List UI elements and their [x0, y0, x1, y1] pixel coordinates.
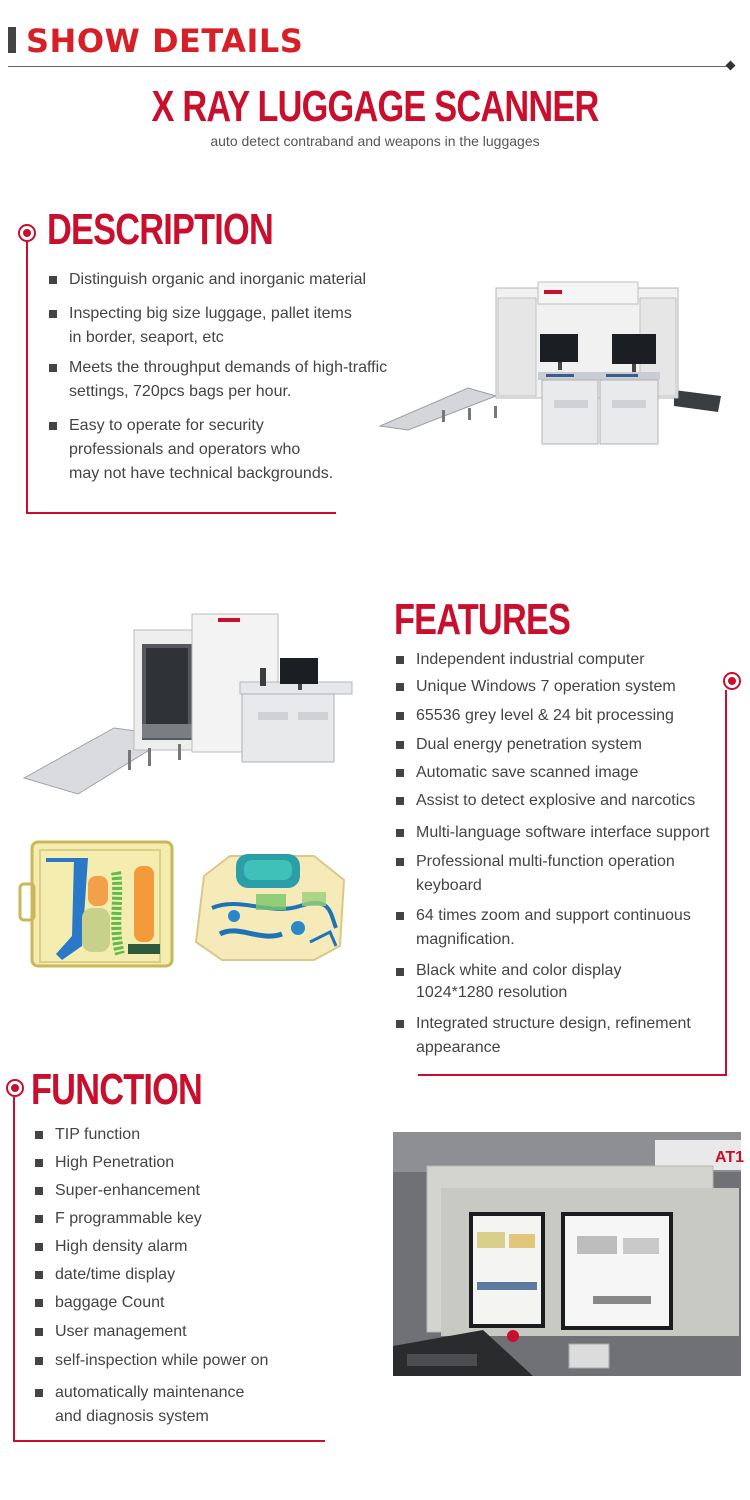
- page-title: X RAY LUGGAGE SCANNER: [151, 82, 599, 131]
- xray-bag-scan-image: [190, 846, 350, 964]
- scanner-single-view-image: [22, 608, 362, 798]
- header-accent-bar: [8, 27, 16, 53]
- feature-item: Unique Windows 7 operation system: [396, 675, 741, 699]
- feature-item: Professional multi-function operation keyboard: [396, 850, 741, 898]
- function-item: High density alarm: [35, 1235, 355, 1259]
- feature-item: Integrated structure design, refinement appearance: [396, 1012, 741, 1060]
- divider-diamond-icon: [726, 61, 736, 71]
- function-item: baggage Count: [35, 1291, 355, 1315]
- function-bullet-icon: [6, 1079, 24, 1097]
- description-item: Inspecting big size luggage, pallet items in border, seaport, etc: [49, 302, 409, 350]
- function-frame-bottom: [13, 1440, 325, 1442]
- feature-item: Assist to detect explosive and narcotics: [396, 789, 741, 813]
- description-item: Easy to operate for security professionals and operators who may not have technical backgrounds.: [49, 414, 409, 486]
- description-frame-bottom: [26, 512, 336, 514]
- description-bullet-icon: [18, 224, 36, 242]
- scanner-dual-view-image: [378, 278, 723, 448]
- xray-suitcase-scan-image: [16, 836, 178, 970]
- features-heading: FEATURES: [394, 595, 571, 644]
- feature-item: Automatic save scanned image: [396, 761, 741, 785]
- function-frame-left: [13, 1097, 15, 1442]
- function-item: self-inspection while power on: [35, 1349, 355, 1373]
- page-subtitle: auto detect contraband and weapons in the luggages: [210, 133, 540, 149]
- console-label: AT1: [715, 1149, 745, 1166]
- function-item: automatically maintenance and diagnosis system: [35, 1381, 355, 1429]
- feature-item: Black white and color display 1024*1280 resolution: [396, 960, 741, 1004]
- description-heading: DESCRIPTION: [47, 205, 273, 254]
- operator-console-image: [393, 1132, 745, 1376]
- function-list: [35, 1123, 355, 1429]
- header-divider: [8, 66, 732, 67]
- function-item: High Penetration: [35, 1151, 355, 1175]
- feature-item: Multi-language software interface support: [396, 821, 741, 845]
- feature-item: Independent industrial computer: [396, 648, 741, 672]
- function-item: User management: [35, 1320, 355, 1344]
- function-heading: FUNCTION: [31, 1065, 203, 1114]
- feature-item: Dual energy penetration system: [396, 733, 741, 757]
- features-list: [396, 648, 741, 1060]
- function-item: Super-enhancement: [35, 1179, 355, 1203]
- description-frame-left: [26, 242, 28, 514]
- features-frame-bottom: [418, 1074, 727, 1076]
- description-item: Distinguish organic and inorganic material: [49, 268, 409, 292]
- description-item: Meets the throughput demands of high-traffic settings, 720pcs bags per hour.: [49, 356, 409, 404]
- feature-item: 65536 grey level & 24 bit processing: [396, 704, 741, 728]
- feature-item: 64 times zoom and support continuous magnification.: [396, 904, 741, 952]
- description-list: [49, 268, 409, 486]
- function-item: TIP function: [35, 1123, 355, 1147]
- function-item: F programmable key: [35, 1207, 355, 1231]
- function-item: date/time display: [35, 1263, 355, 1287]
- header-title: SHOW DETAILS: [26, 22, 304, 60]
